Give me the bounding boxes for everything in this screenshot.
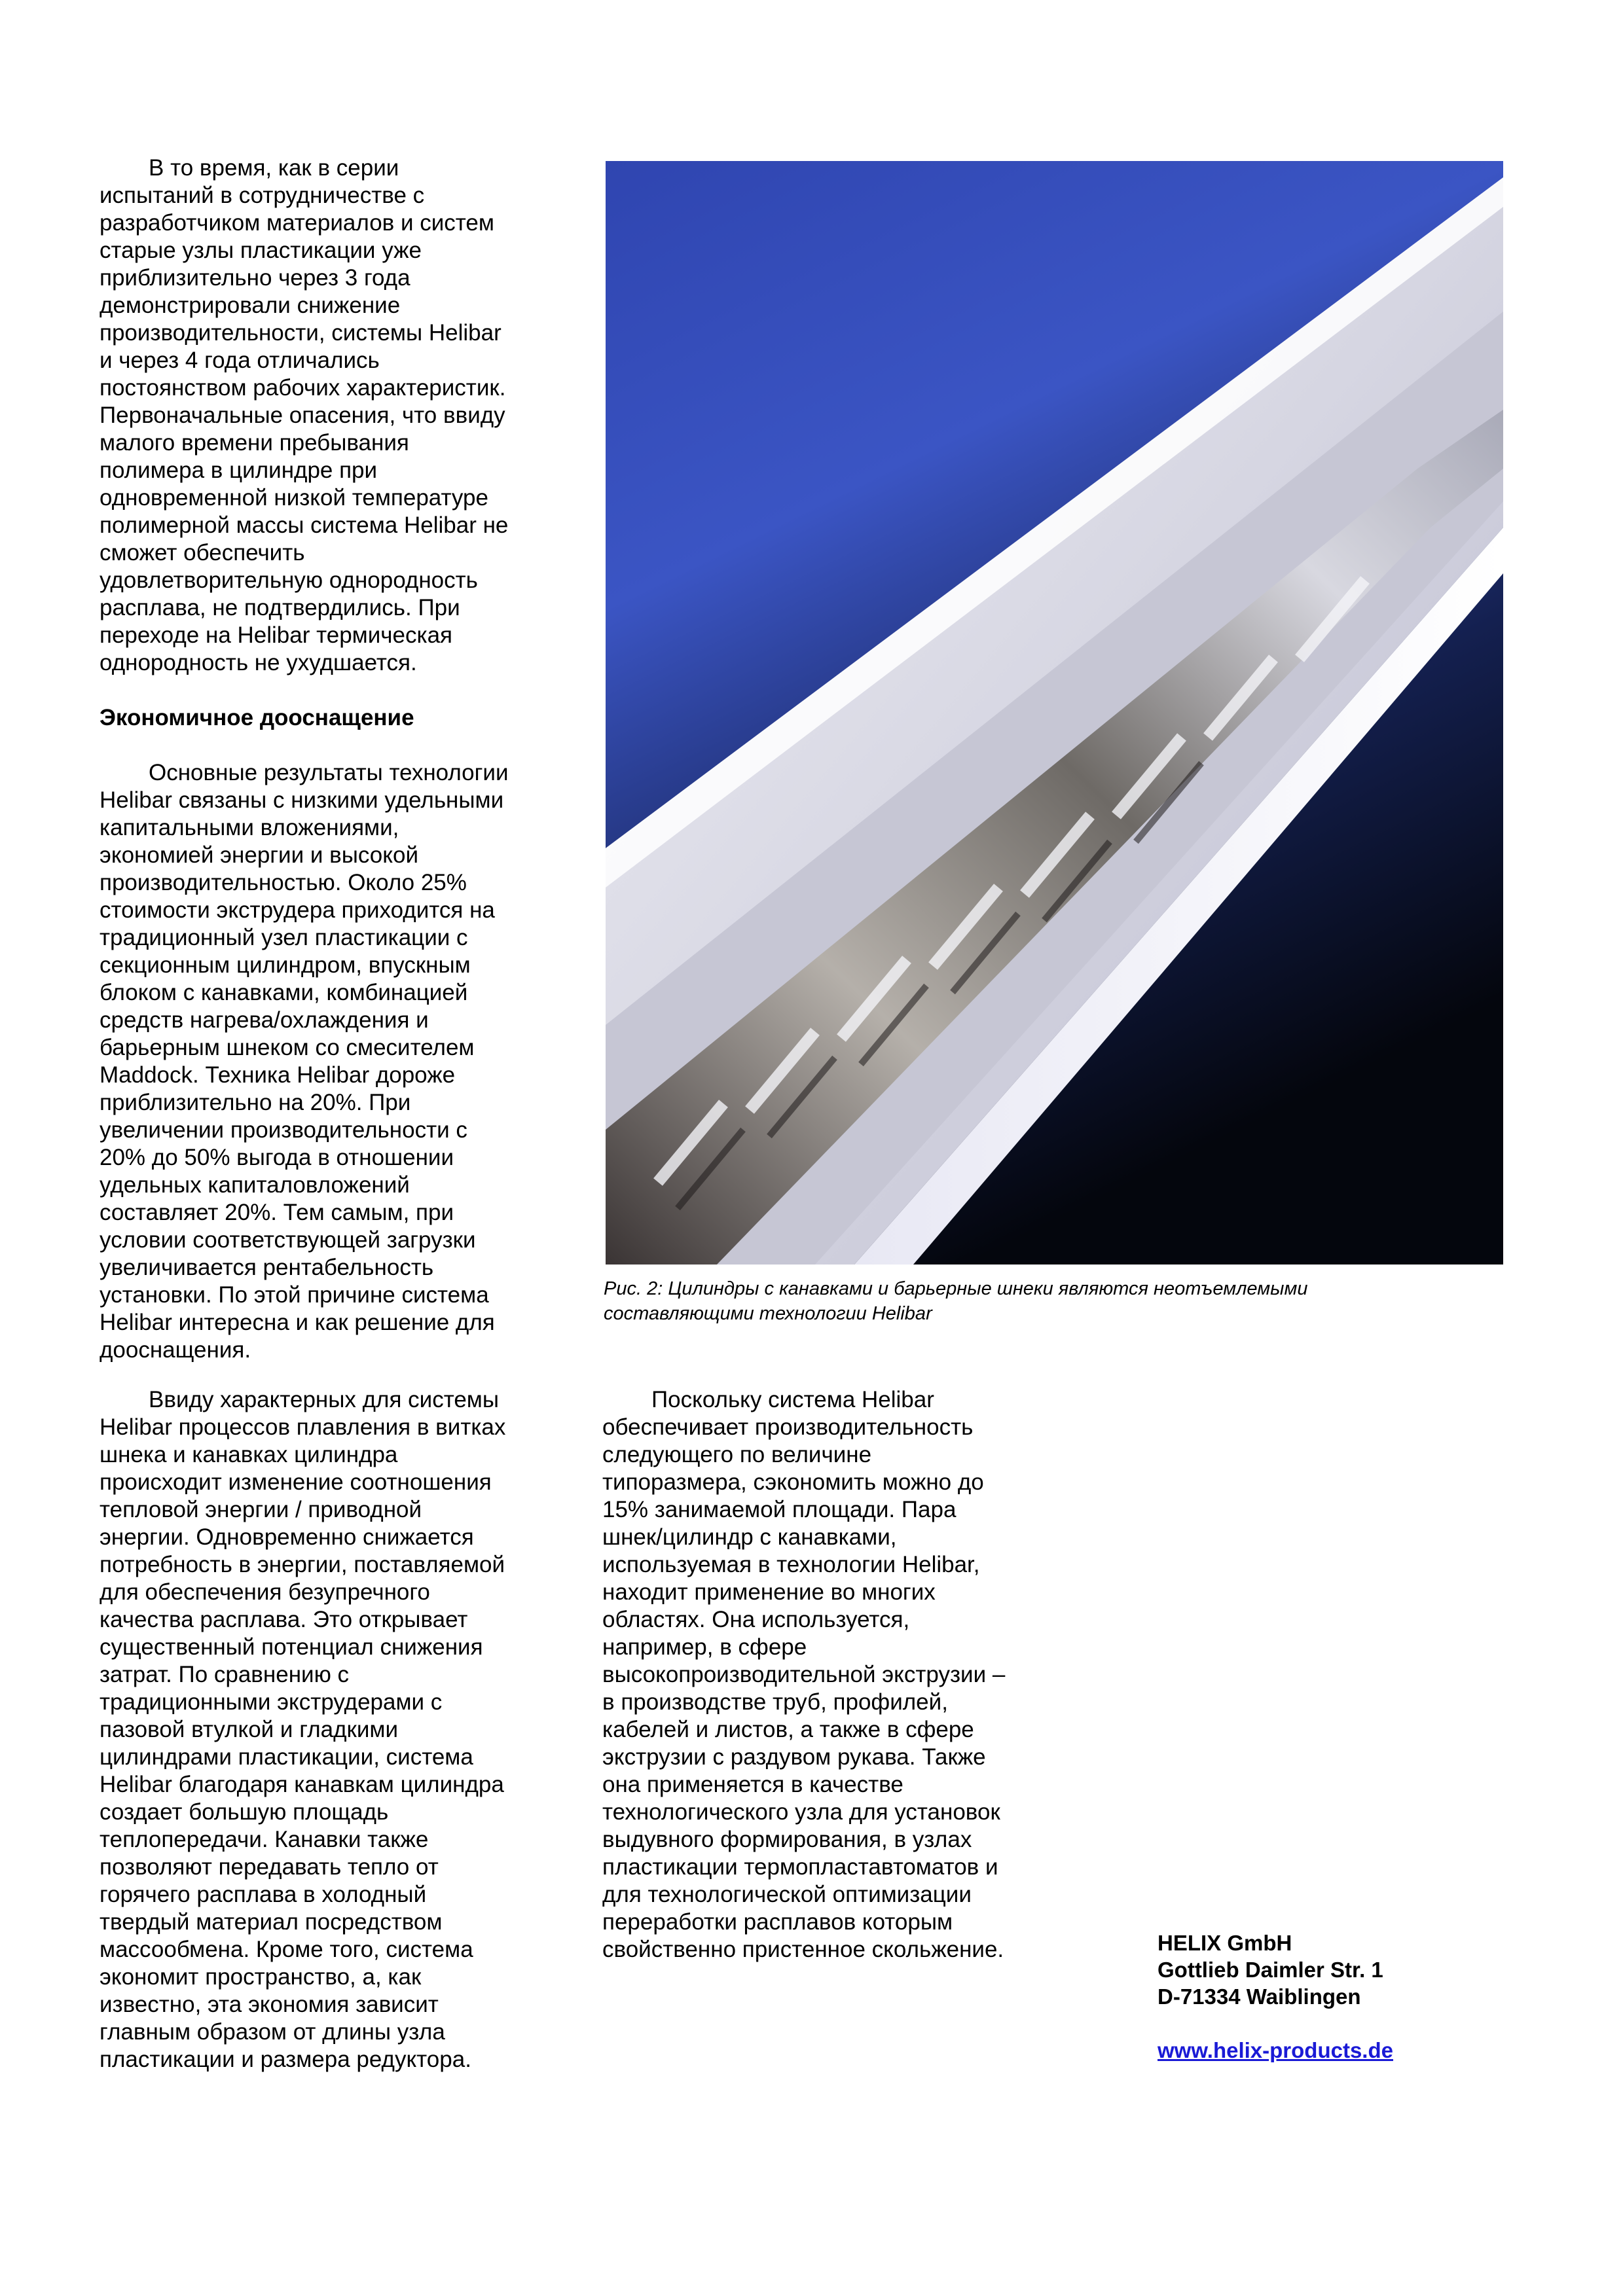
text-line: областях. Она используется, [602,1607,910,1632]
city-address: D-71334 Waiblingen [1158,1984,1361,2009]
text-line: секционным цилиндром, впускным [100,952,471,978]
text-line: приблизительно через 3 года [100,265,410,291]
left-column-top [100,154,571,1364]
text-line: разработчиком материалов и систем [100,210,494,236]
text-line: Helibar благодаря канавкам цилиндра [100,1772,504,1797]
text-line: барьерным шнеком со смесителем [100,1035,475,1060]
text-line: однородность не ухудшается. [100,650,417,675]
screw-barrel-illustration [606,161,1503,1265]
text-line: теплопередачи. Канавки также [100,1827,429,1852]
text-line: затрат. По сравнению с [100,1662,350,1687]
paragraph-economics [100,759,571,1364]
figure-caption [604,1276,1494,1326]
text-line: существенный потенциал снижения [100,1634,483,1660]
text-line: постоянством рабочих характеристик. [100,375,506,401]
text-line: экструзии с раздувом рукава. Также [602,1744,986,1770]
text-line: одновременной низкой температуре [100,485,488,511]
text-line: Основные результаты технологии [149,760,509,785]
company-name: HELIX GmbH [1158,1931,1292,1955]
caption-line: составляющими технологии Helibar [604,1303,932,1324]
text-line: пластикации термопластавтоматов и [602,1854,998,1880]
text-line: обеспечивает производительность [602,1414,974,1440]
text-line: для обеспечения безупречного [100,1579,430,1605]
text-line: производительности, системы Helibar [100,320,501,346]
text-line: составляет 20%. Тем самым, при [100,1200,454,1225]
text-line: удовлетворительную однородность [100,567,478,593]
text-line: типоразмера, сэкономить можно до [602,1469,984,1495]
text-line: традиционными экструдерами с [100,1689,443,1715]
text-line: Поскольку система Helibar [651,1387,934,1412]
text-line: экономией энергии и высокой [100,842,418,868]
text-line: экономит пространство, а, как [100,1964,422,1990]
text-line: полимера в цилиндре при [100,457,378,483]
text-line: шнека и канавках цилиндра [100,1442,398,1467]
text-line: приблизительно на 20%. При [100,1090,411,1115]
text-line: пластикации и размера редуктора. [100,2047,471,2072]
text-line: потребность в энергии, поставляемой [100,1552,505,1577]
text-line: малого времени пребывания [100,430,409,456]
text-line: увеличивается рентабельность [100,1255,434,1280]
section-heading: Экономичное дооснащение [100,705,414,730]
street-address: Gottlieb Daimler Str. 1 [1158,1958,1383,1982]
text-line: условии соответствующей загрузки [100,1227,476,1253]
text-line: Первоначальные опасения, что ввиду [100,403,505,428]
text-line: шнек/цилиндр с канавками, [602,1524,897,1550]
text-line: известно, эта экономия зависит [100,1992,439,2017]
text-line: 20% до 50% выгода в отношении [100,1145,454,1170]
text-line: производительностью. Около 25% [100,870,467,895]
text-line: горячего расплава в холодный [100,1882,427,1907]
text-line: свойственно пристенное скольжение. [602,1937,1004,1962]
paragraph-energy [100,1386,571,2073]
text-line: демонстрировали снижение [100,293,401,318]
contact-block [1158,1929,1393,2064]
text-line: Maddock. Техника Helibar дороже [100,1062,456,1088]
text-line: следующего по величине [602,1442,872,1467]
text-line: выдувного формирования, в узлах [602,1827,972,1852]
text-line: твердый материал посредством [100,1909,443,1935]
text-line: капитальными вложениями, [100,815,399,840]
text-line: средств нагрева/охлаждения и [100,1007,429,1033]
text-line: блоком с канавками, комбинацией [100,980,468,1005]
text-line: она применяется в качестве [602,1772,903,1797]
text-line: полимерной массы система Helibar не [100,512,509,538]
website-link[interactable]: www.helix-products.de [1158,2038,1393,2062]
text-line: цилиндрами пластикации, система [100,1744,473,1770]
text-line: энергии. Одновременно снижается [100,1524,474,1550]
text-line: используемая в технологии Helibar, [602,1552,980,1577]
text-line: удельных капиталовложений [100,1172,410,1198]
right-column-bottom [602,1386,1074,1964]
text-line: массообмена. Кроме того, система [100,1937,473,1962]
text-line: главным образом от длины узла [100,2019,445,2045]
text-line: старые узлы пластикации уже [100,238,422,263]
text-line: Helibar связаны с низкими удельными [100,787,504,813]
text-line: дооснащения. [100,1337,251,1363]
text-line: установки. По этой причине система [100,1282,489,1308]
text-line: 15% занимаемой площади. Пара [602,1497,957,1522]
text-line: качества расплава. Это открывает [100,1607,468,1632]
text-line: сможет обеспечить [100,540,305,565]
text-line: и через 4 года отличались [100,348,380,373]
text-line: Helibar процессов плавления в витках [100,1414,506,1440]
text-line: стоимости экструдера приходится на [100,897,495,923]
figure-screw-barrel-photo [606,161,1503,1265]
text-line: находит применение во многих [602,1579,936,1605]
paragraph-reliability [100,154,571,677]
text-line: традиционный узел пластикации с [100,925,468,950]
text-line: испытаний в сотрудничестве с [100,183,425,208]
text-line: переработки расплавов которым [602,1909,953,1935]
text-line: происходит изменение соотношения [100,1469,492,1495]
text-line: В то время, как в серии [149,155,399,181]
text-line: кабелей и листов, а также в сфере [602,1717,974,1742]
text-line: создает большую площадь [100,1799,389,1825]
text-line: для технологической оптимизации [602,1882,972,1907]
text-line: Helibar интересна и как решение для [100,1310,495,1335]
text-line: технологического узла для установок [602,1799,1000,1825]
text-line: например, в сфере [602,1634,807,1660]
text-line: высокопроизводительной экструзии – [602,1662,1006,1687]
paragraph-applications [602,1386,1074,1964]
text-line: Ввиду характерных для системы [149,1387,500,1412]
left-column-bottom [100,1386,571,2073]
text-line: переходе на Helibar термическая [100,622,452,648]
text-line: увеличении производительности с [100,1117,467,1143]
text-line: расплава, не подтвердились. При [100,595,460,620]
caption-line: Рис. 2: Цилиндры с канавками и барьерные шнеки являются неотъемлемыми [604,1278,1308,1299]
text-line: позволяют передавать тепло от [100,1854,439,1880]
text-line: пазовой втулкой и гладкими [100,1717,398,1742]
text-line: в производстве труб, профилей, [602,1689,948,1715]
text-line: тепловой энергии / приводной [100,1497,422,1522]
